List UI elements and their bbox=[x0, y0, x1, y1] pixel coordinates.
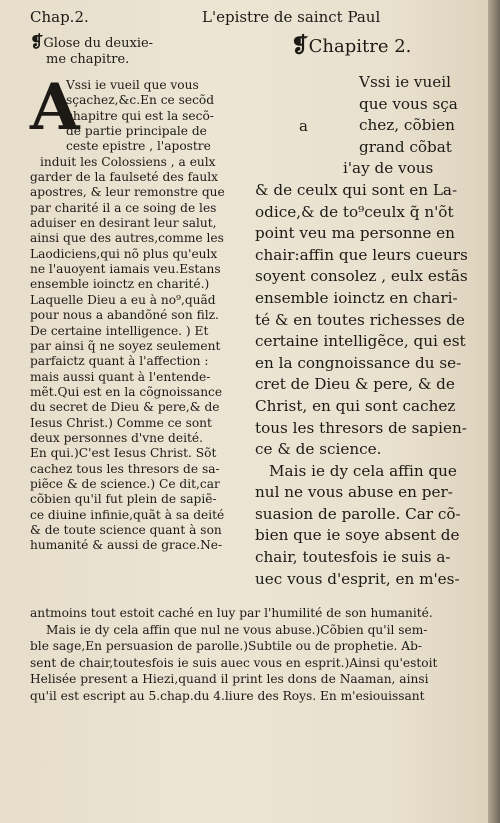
chapter-column bbox=[255, 34, 475, 590]
gloss-title-line-2: me chapitre. bbox=[46, 52, 130, 67]
full-line: Mais ie dy cela affin que nul ne vous abuse.)Cõbien qu'il sem- bbox=[46, 622, 428, 637]
chapter-line: ce & de science. bbox=[255, 440, 382, 459]
chapter-line: chair:affin que leurs cueurs bbox=[255, 245, 468, 264]
gloss-line: garder de la faulseté des faulx bbox=[30, 170, 219, 185]
margin-note-marker: a bbox=[299, 117, 308, 135]
chapter-line: certaine intelligẽce, qui est bbox=[255, 332, 466, 351]
chapter-line: chair, toutesfois ie suis a- bbox=[255, 548, 451, 567]
gloss-line: humanité & aussi de grace.Ne- bbox=[30, 538, 223, 553]
chapter-line: que vous sça bbox=[359, 94, 458, 113]
chapter-line: point veu ma personne en bbox=[255, 224, 455, 243]
gloss-line: parfaictz quant à l'affection : bbox=[30, 354, 209, 369]
full-line: Helisée present a Hiezi,quand il print les dons de Naaman, ainsi bbox=[30, 672, 429, 686]
pilcrow-icon: ❡ bbox=[30, 32, 44, 51]
gloss-line: & de toute science quant à son bbox=[30, 522, 222, 537]
full-width-gloss bbox=[30, 605, 470, 704]
chapter-line: cret de Dieu & pere, & de bbox=[255, 375, 455, 394]
gloss-line: du secret de Dieu & pere,& de bbox=[30, 400, 220, 415]
gloss-line: ensemble ioinctz en charité.) bbox=[30, 277, 210, 292]
gloss-line: cõbien qu'il fut plein de sapiẽ- bbox=[30, 492, 217, 507]
chapter-line: Christ, en qui sont cachez bbox=[255, 396, 456, 415]
chapter-heading bbox=[291, 34, 475, 58]
gloss-line: mẽt.Qui est en la cõgnoissance bbox=[30, 384, 223, 399]
gloss-body bbox=[30, 70, 268, 554]
chapter-line: chez, cõbien bbox=[359, 116, 455, 135]
gloss-line: ainsi que des autres,comme les bbox=[30, 231, 224, 246]
gloss-line: piẽce & de science.) Ce dit,car bbox=[30, 476, 220, 491]
gloss-line: pour nous a abandõné son filz. bbox=[30, 308, 219, 323]
chapter-line: i'ay de vous bbox=[343, 159, 434, 178]
chapter-line: nul ne vous abuse en per- bbox=[255, 483, 453, 502]
full-line: ble sage,En persuasion de parolle.)Subtile ou de prophetie. Ab- bbox=[30, 639, 423, 653]
chapter-line: bien que ie soye absent de bbox=[255, 526, 460, 545]
chapter-line: suasion de parolle. Car cõ- bbox=[255, 504, 461, 523]
gloss-heading bbox=[30, 34, 268, 68]
gloss-line: De certaine intelligence. ) Et bbox=[30, 323, 209, 338]
chapter-line: uec vous d'esprit, en m'es- bbox=[255, 569, 460, 588]
gloss-line: ne l'auoyent iamais veu.Estans bbox=[30, 262, 221, 277]
header-chapter: Chap.2. bbox=[30, 8, 89, 26]
chapter-line: tous les thresors de sapien- bbox=[255, 418, 467, 437]
drop-cap: A bbox=[30, 70, 80, 145]
chapter-title: Chapitre 2. bbox=[308, 36, 412, 57]
page-edge-shadow bbox=[488, 0, 500, 823]
gloss-line: sçachez,&c.En ce secõd bbox=[66, 93, 215, 108]
chapter-line: & de ceulx qui sont en La- bbox=[255, 180, 458, 199]
chapter-line: ensemble ioinctz en chari- bbox=[255, 288, 458, 307]
gloss-line: En qui.)C'est Iesus Christ. Sõt bbox=[30, 446, 217, 461]
header-title: L'epistre de sainct Paul bbox=[202, 8, 381, 26]
gloss-line: induit les Colossiens , a eulx bbox=[40, 154, 216, 169]
gloss-line: apostres, & leur remonstre que bbox=[30, 185, 225, 200]
gloss-line: ce diuine infinie,quãt à sa deité bbox=[30, 507, 225, 522]
gloss-line: ceste epistre , l'apostre bbox=[66, 139, 211, 154]
gloss-line: aduiser en desirant leur salut, bbox=[30, 216, 217, 231]
gloss-line: Laquelle Dieu a eu à no⁹,quãd bbox=[30, 292, 216, 307]
gloss-column bbox=[30, 34, 268, 554]
gloss-line: par ainsi q̃ ne soyez seulement bbox=[30, 338, 221, 353]
chapter-line: Vssi ie vueil bbox=[359, 73, 451, 91]
chapter-body bbox=[255, 72, 475, 590]
gloss-line: chapitre qui est la secõ- bbox=[66, 108, 214, 123]
gloss-line: mais aussi quant à l'entende- bbox=[30, 369, 211, 384]
running-header bbox=[30, 6, 470, 30]
full-line: sent de chair,toutesfois ie suis auec vous en esprit.)Ainsi qu'estoit bbox=[30, 655, 438, 670]
gloss-line: Iesus Christ.) Comme ce sont bbox=[30, 415, 212, 430]
gloss-line: deux personnes d'vne deité. bbox=[30, 430, 203, 445]
chapter-line: soyent consolez , eulx estãs bbox=[255, 267, 468, 286]
chapter-line: odice,& de to⁹ceulx q̃ n'õt bbox=[255, 202, 454, 221]
chapter-line: Mais ie dy cela affin que bbox=[269, 461, 457, 480]
gloss-line: cachez tous les thresors de sa- bbox=[30, 461, 220, 476]
gloss-line: par charité il a ce soing de les bbox=[30, 200, 217, 215]
gloss-line: de partie principale de bbox=[66, 124, 207, 139]
pilcrow-icon: ❡ bbox=[291, 32, 309, 57]
chapter-line: té & en toutes richesses de bbox=[255, 310, 465, 329]
chapter-line: grand cõbat bbox=[359, 137, 452, 156]
full-line: qu'il est escript au 5.chap.du 4.liure des Roys. En m'esiouissant bbox=[30, 688, 425, 703]
gloss-title-line-1: Glose du deuxie- bbox=[43, 36, 154, 51]
full-line: antmoins tout estoit caché en luy par l'humilité de son humanité. bbox=[30, 606, 433, 620]
gloss-line: Laodiciens,qui nõ plus qu'eulx bbox=[30, 246, 218, 261]
gloss-line: Vssi ie vueil que vous bbox=[66, 78, 199, 92]
chapter-line: en la congnoissance du se- bbox=[255, 353, 462, 372]
